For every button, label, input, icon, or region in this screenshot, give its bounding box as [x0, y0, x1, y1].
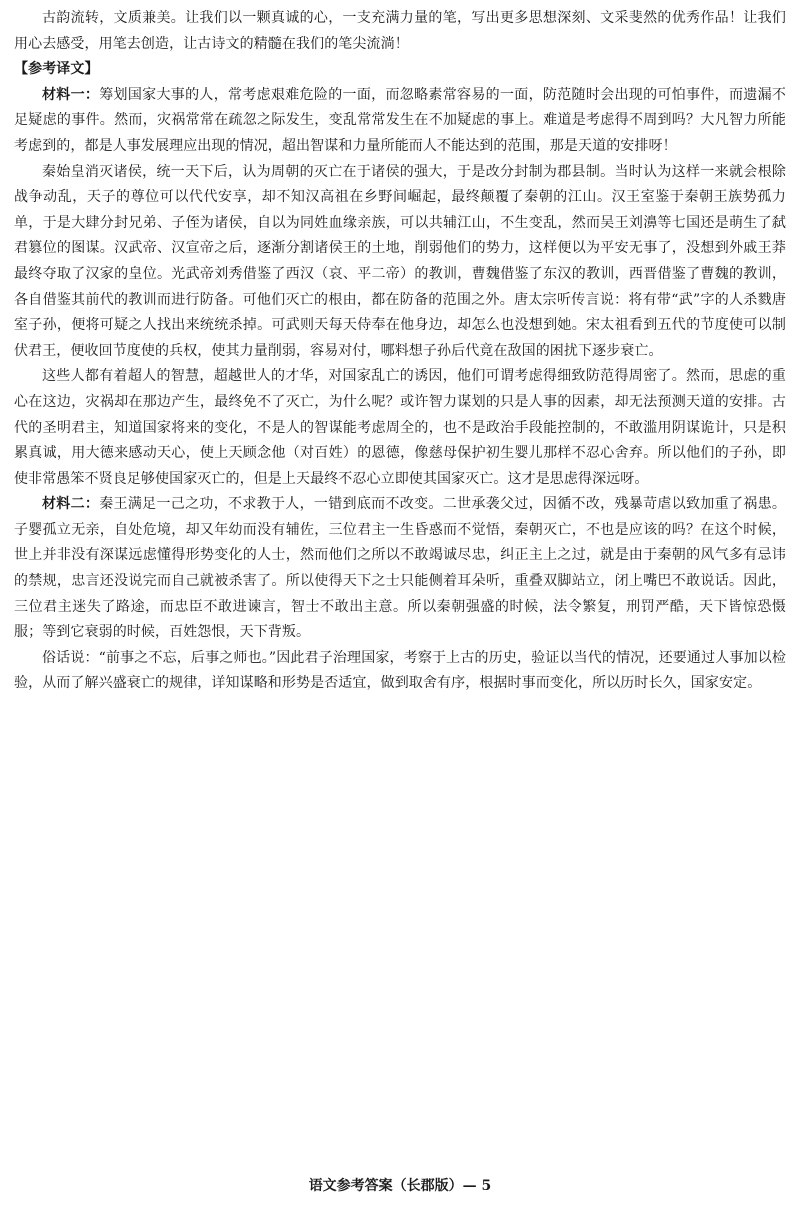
section-title: 【参考译文】 [14, 61, 99, 78]
intro-paragraph: 古韵流转，文质兼美。让我们以一颗真诚的心，一支充满力量的笔，写出更多思想深刻、文采斐然的优秀作品！让我们用心去感受，用笔去创造，让古诗文的精髓在我们的笔尖流淌！ [14, 10, 786, 52]
qin-han-paragraph: 秦始皇消灭诸侯，统一天下后，认为周朝的灭亡在于诸侯的强大，于是改分封制为郡县制。当时认为这样一来就会根除战争动乱，天子的尊位可以代代安享，却不知汉高祖在乡野间崛起，最终颠覆了秦朝的江山。汉王室鉴于秦朝王族势孤力单，于是大肆分封兄弟、子侄为诸侯，自以为同姓血缘亲族，可以共辅江山，不生变乱，然而吴王刘濞等七国还是萌生了弑君篡位的图谋。汉武帝、汉宣帝之后，逐渐分割诸侯王的土地，削弱他们的势力，这样便以为平安无事了，没想到外戚王莽最终夺取了汉家的皇位。光武帝刘秀借鉴了西汉（哀、平二帝）的教训，曹魏借鉴了东汉的教训，西晋借鉴了曹魏的教训，各自借鉴其前代的教训而进行防备。可他们灭亡的根由，都在防备的范围之外。唐太宗听传言说：将有带“武”字的人杀戮唐室子孙，便将可疑之人找出来统统杀掉。可武则天每天侍奉在他身边，却怎么也没想到她。宋太祖看到五代的节度使可以制伏君王，便收回节度使的兵权，使其力量削弱，容易对付，哪料想子孙后代竟在敌国的困扰下逐步衰亡。 [14, 163, 786, 359]
material-one-text: 筹划国家大事的人，常考虑艰难危险的一面，而忽略素常容易的一面，防范随时会出现的可怕事件，而遗漏不足疑虑的事件。然而，灾祸常常在疏忽之际发生，变乱常常发生在不加疑虑的事上。难道是考虑得不周到吗？大凡智力所能考虑到的，都是人事发展理应出现的情况，超出智谋和力量所能而人不能达到的范围，那是天道的安排呀！ [14, 86, 786, 154]
wisdom-paragraph: 这些人都有着超人的智慧，超越世人的才华，对国家乱亡的诱因，他们可谓考虑得细致防范得周密了。然而，思虑的重心在这边，灾祸却在那边产生，最终免不了灭亡，为什么呢？或许智力谋划的只是人事的因素，却无法预测天道的安排。古代的圣明君主，知道国家将来的变化，不是人的智谋能考虑周全的，也不是政治手段能控制的，不敢滥用阴谋诡计，只是积累真诚，用大德来感动天心，使上天顾念他（对百姓）的恩德，像慈母保护初生婴儿那样不忍心舍弃。所以他们的子孙，即使非常愚笨不贤良足够使国家灭亡的，但是上天最终不忍心立即使其国家灭亡。这才是思虑得深远呀。 [14, 368, 786, 487]
material-one-paragraph [14, 83, 786, 160]
proverb-paragraph: 俗话说：“前事之不忘，后事之师也。”因此君子治理国家，考察于上古的历史，验证以当代的情况，还要通过人事加以检验，从而了解兴盛衰亡的规律，详知谋略和形势是否适宜，做到取舍有序，根据时事而变化，所以历时长久，国家安定。 [14, 649, 786, 692]
material-two-paragraph [14, 492, 786, 646]
material-two-text: 秦王满足一己之功，不求教于人，一错到底而不改变。二世承袭父过，因循不改，残暴苛虐以致加重了祸患。子婴孤立无亲，自处危境，却又年幼而没有辅佐，三位君主一生昏惑而不觉悟，秦朝灭亡，不也是应该的吗？在这个时候，世上并非没有深谋远虑懂得形势变化的人士，然而他们之所以不敢竭诚尽忠，纠正主上之过，就是由于秦朝的风气多有忌讳的禁规，忠言还没说完而自己就被杀害了。所以使得天下之士只能侧着耳朵听，重叠双脚站立，闭上嘴巴不敢说话。因此，三位君主迷失了路途，而忠臣不敢进谏言，智士不敢出主意。所以秦朝强盛的时候，法令繁复，刑罚严酷，天下皆惊恐慑服；等到它衰弱的时候，百姓怨恨，天下背叛。 [14, 496, 786, 641]
material-two-label: 材料二： [42, 496, 100, 513]
page-footer: 语文参考答案（长郡版）— 5 [308, 1178, 492, 1194]
material-one-label: 材料一： [42, 86, 100, 103]
